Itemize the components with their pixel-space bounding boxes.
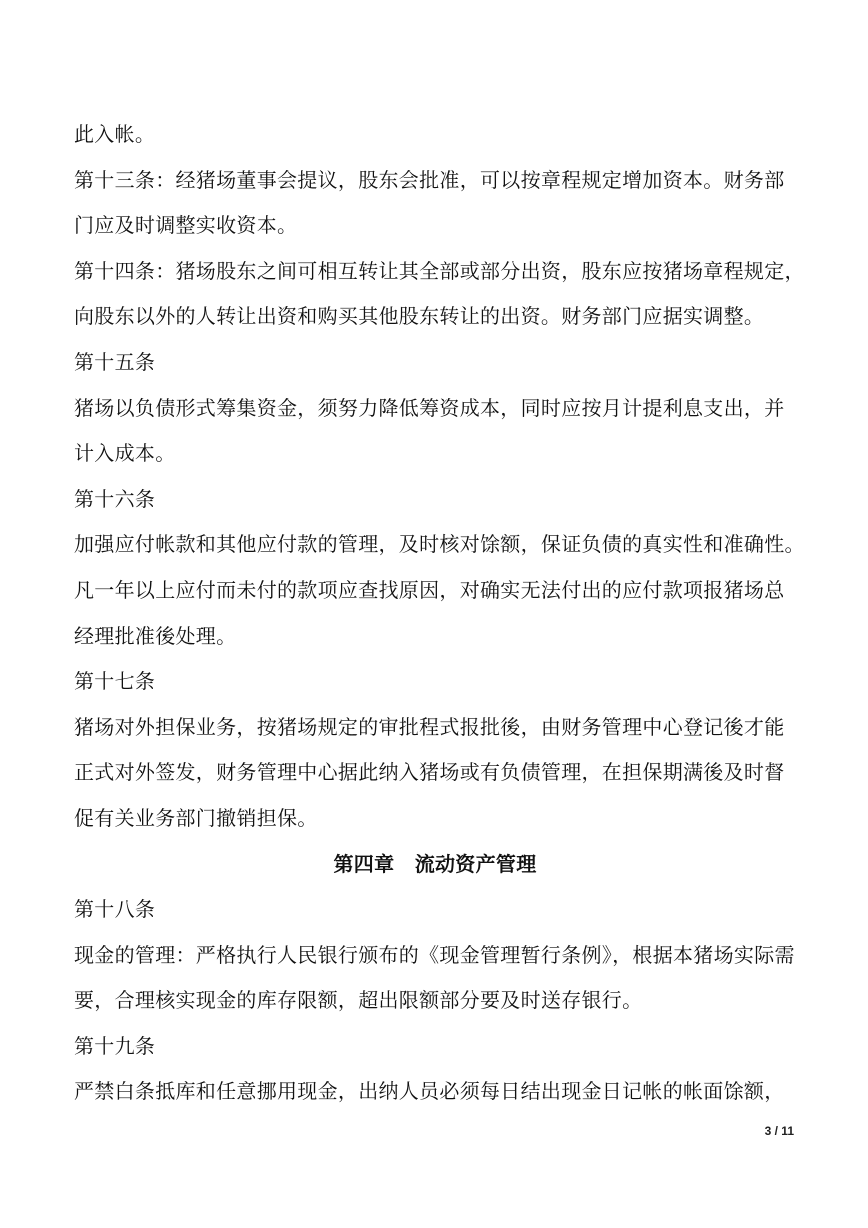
- article-13-line: 第十三条：经猪场董事会提议，股东会批准，可以按章程规定增加资本。财务部: [74, 167, 785, 192]
- text-line: 猪场对外担保业务，按猪场规定的审批程式报批後，由财务管理中心登记後才能: [74, 714, 785, 739]
- article-14-line: 第十四条：猪场股东之间可相互转让其全部或部分出资，股东应按猪场章程规定，: [74, 258, 805, 283]
- text-line: 严禁白条抵库和任意挪用现金，出纳人员必须每日结出现金日记帐的帐面馀额，: [74, 1079, 785, 1104]
- chapter-heading: 第四章 流动资产管理: [333, 851, 537, 876]
- text-line: 正式对外签发，财务管理中心据此纳入猪场或有负债管理，在担保期满後及时督: [74, 760, 785, 785]
- article-19-title: 第十九条: [74, 1033, 156, 1058]
- text-line: 经理批准後处理。: [74, 623, 237, 648]
- text-line: 向股东以外的人转让出资和购买其他股东转让的出资。财务部门应据实调整。: [74, 304, 765, 329]
- text-line: 猪场以负债形式筹集资金，须努力降低筹资成本，同时应按月计提利息支出，并: [74, 395, 785, 420]
- text-line: 凡一年以上应付而未付的款项应查找原因，对确实无法付出的应付款项报猪场总: [74, 577, 785, 602]
- text-line: 加强应付帐款和其他应付款的管理，及时核对馀额，保证负债的真实性和准确性。: [74, 532, 805, 557]
- article-18-title: 第十八条: [74, 897, 156, 922]
- text-line: 要，合理核实现金的库存限额，超出限额部分要及时送存银行。: [74, 988, 643, 1013]
- text-line: 此入帐。: [74, 122, 156, 146]
- article-16-title: 第十六条: [74, 486, 156, 511]
- article-17-title: 第十七条: [74, 669, 156, 694]
- page-number: 3 / 11: [764, 1124, 794, 1138]
- text-line: 现金的管理：严格执行人民银行颁布的《现金管理暂行条例》，根据本猪场实际需: [74, 942, 795, 967]
- text-line: 计入成本。: [74, 441, 176, 466]
- article-15-title: 第十五条: [74, 349, 156, 374]
- text-line: 促有关业务部门撤销担保。: [74, 805, 318, 830]
- text-line: 门应及时调整实收资本。: [74, 213, 298, 238]
- document-body: [74, 112, 804, 1115]
